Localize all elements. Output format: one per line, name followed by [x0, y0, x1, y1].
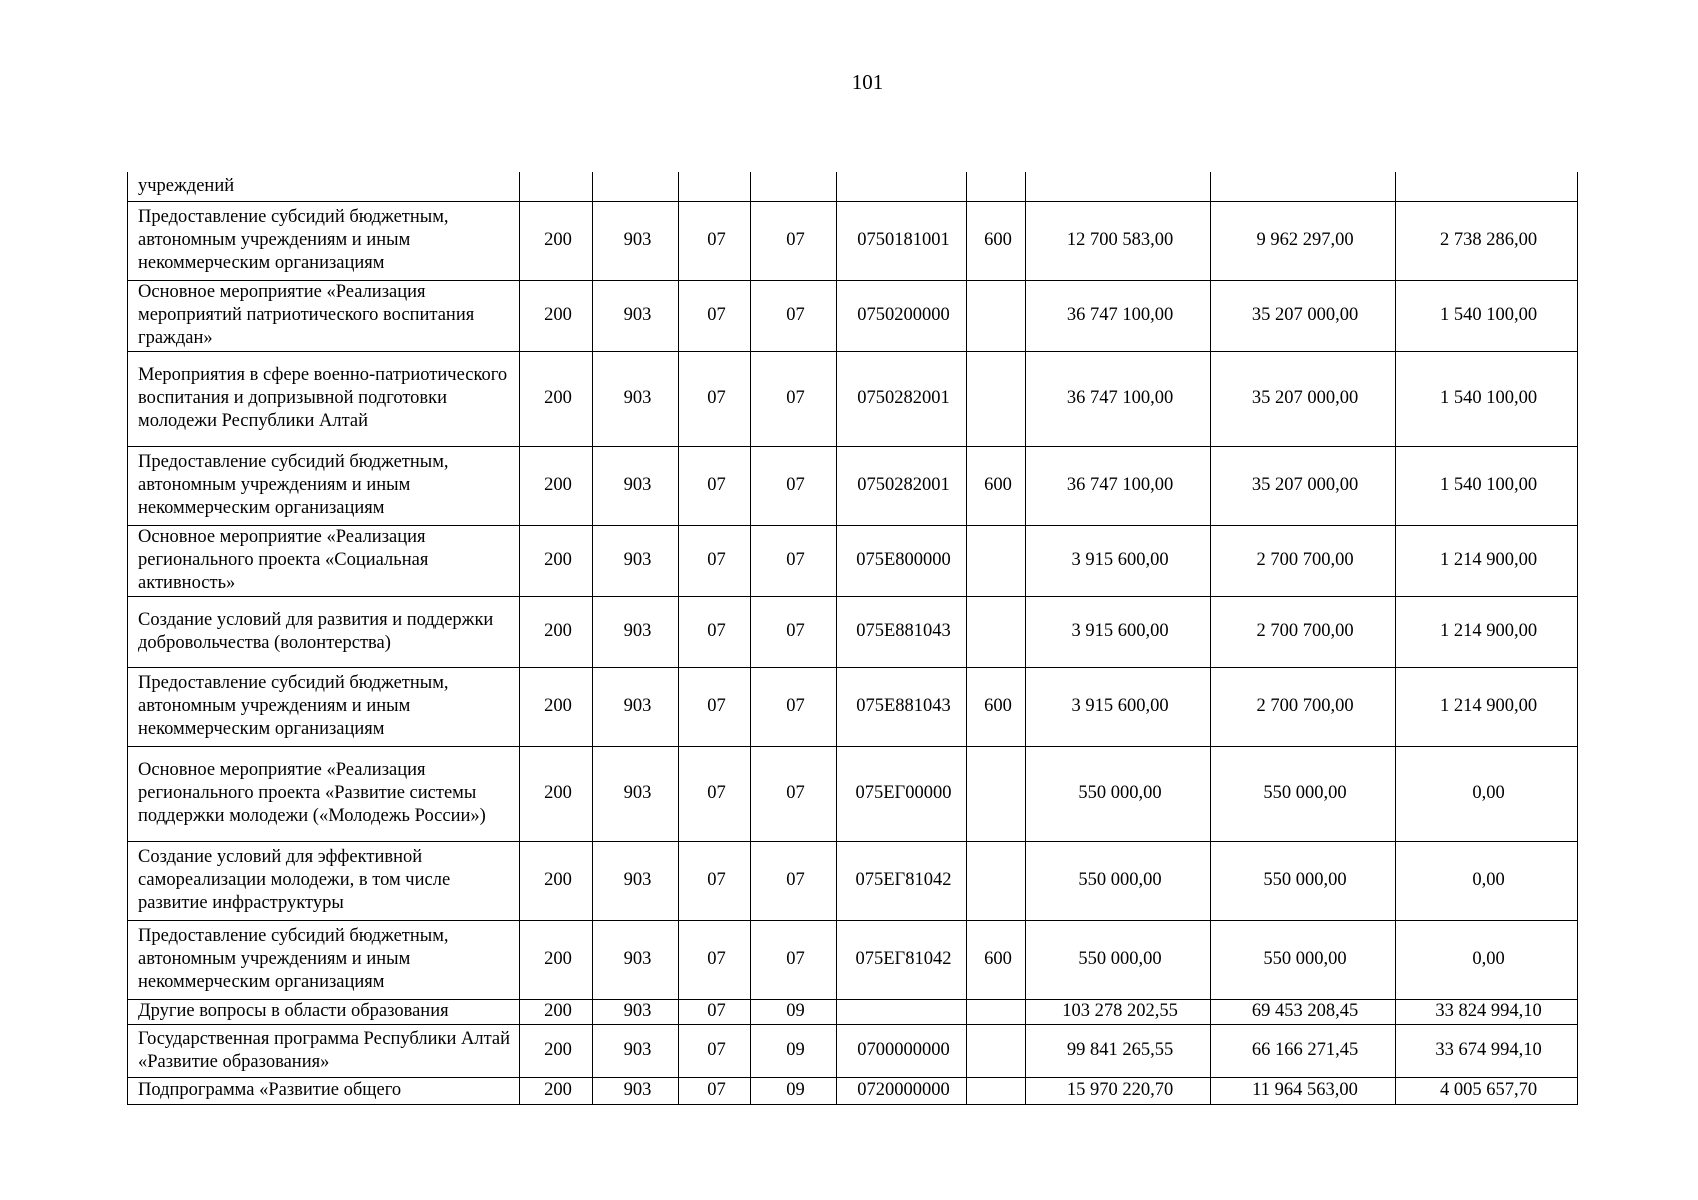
amount-republic-cell: 2 700 700,00	[1211, 525, 1396, 596]
table-row	[128, 351, 1578, 446]
row-name-cell: Предоставление субсидий бюджетным, автономным учреждениям и иным некоммерческим организациям	[128, 920, 520, 999]
expense-type-cell: 600	[967, 201, 1026, 280]
section-code-cell: 200	[520, 746, 593, 841]
ministry-code-cell: 903	[593, 280, 679, 351]
ministry-code-cell: 903	[593, 667, 679, 746]
expense-type-cell	[967, 841, 1026, 920]
division-code-cell: 07	[679, 999, 751, 1024]
division-code-cell: 07	[679, 446, 751, 525]
table-row	[128, 280, 1578, 351]
ministry-code-cell	[593, 172, 679, 201]
division-code-cell	[679, 172, 751, 201]
amount-federal-cell: 1 214 900,00	[1396, 596, 1578, 667]
row-name-cell: Государственная программа Республики Алтай «Развитие образования»	[128, 1024, 520, 1077]
amount-republic-cell: 9 962 297,00	[1211, 201, 1396, 280]
subdivision-code-cell: 07	[751, 201, 837, 280]
target-article-cell: 0750181001	[837, 201, 967, 280]
amount-total-cell: 99 841 265,55	[1026, 1024, 1211, 1077]
amount-republic-cell: 11 964 563,00	[1211, 1077, 1396, 1104]
target-article-cell: 0750200000	[837, 280, 967, 351]
expense-type-cell	[967, 999, 1026, 1024]
row-name-cell: Предоставление субсидий бюджетным, автономным учреждениям и иным некоммерческим организациям	[128, 201, 520, 280]
ministry-code-cell: 903	[593, 201, 679, 280]
amount-total-cell: 3 915 600,00	[1026, 667, 1211, 746]
division-code-cell: 07	[679, 841, 751, 920]
amount-federal-cell: 0,00	[1396, 746, 1578, 841]
division-code-cell: 07	[679, 280, 751, 351]
row-name-cell: Предоставление субсидий бюджетным, автономным учреждениям и иным некоммерческим организациям	[128, 446, 520, 525]
division-code-cell: 07	[679, 201, 751, 280]
section-code-cell: 200	[520, 1024, 593, 1077]
amount-federal-cell: 1 214 900,00	[1396, 667, 1578, 746]
ministry-code-cell: 903	[593, 351, 679, 446]
subdivision-code-cell	[751, 172, 837, 201]
amount-federal-cell: 1 214 900,00	[1396, 525, 1578, 596]
target-article-cell: 0750282001	[837, 446, 967, 525]
expense-type-cell	[967, 525, 1026, 596]
division-code-cell: 07	[679, 746, 751, 841]
amount-total-cell: 36 747 100,00	[1026, 446, 1211, 525]
row-name-cell: Другие вопросы в области образования	[128, 999, 520, 1024]
amount-total-cell	[1026, 172, 1211, 201]
amount-federal-cell: 0,00	[1396, 920, 1578, 999]
amount-federal-cell	[1396, 172, 1578, 201]
ministry-code-cell: 903	[593, 446, 679, 525]
section-code-cell: 200	[520, 280, 593, 351]
row-name-cell: Основное мероприятие «Реализация мероприятий патриотического воспитания граждан»	[128, 280, 520, 351]
table-row	[128, 667, 1578, 746]
amount-republic-cell: 69 453 208,45	[1211, 999, 1396, 1024]
section-code-cell: 200	[520, 446, 593, 525]
amount-federal-cell: 1 540 100,00	[1396, 446, 1578, 525]
ministry-code-cell: 903	[593, 1077, 679, 1104]
subdivision-code-cell: 07	[751, 667, 837, 746]
section-code-cell: 200	[520, 596, 593, 667]
section-code-cell: 200	[520, 525, 593, 596]
amount-total-cell: 550 000,00	[1026, 920, 1211, 999]
expense-type-cell	[967, 596, 1026, 667]
division-code-cell: 07	[679, 525, 751, 596]
row-name-cell: Создание условий для эффективной самореализации молодежи, в том числе развитие инфраструктуры	[128, 841, 520, 920]
subdivision-code-cell: 07	[751, 596, 837, 667]
ministry-code-cell: 903	[593, 1024, 679, 1077]
amount-federal-cell: 4 005 657,70	[1396, 1077, 1578, 1104]
target-article-cell: 075Е881043	[837, 596, 967, 667]
amount-federal-cell: 1 540 100,00	[1396, 351, 1578, 446]
section-code-cell: 200	[520, 841, 593, 920]
amount-total-cell: 550 000,00	[1026, 746, 1211, 841]
ministry-code-cell: 903	[593, 525, 679, 596]
division-code-cell: 07	[679, 351, 751, 446]
section-code-cell: 200	[520, 351, 593, 446]
row-name-cell: Основное мероприятие «Реализация регионального проекта «Развитие системы поддержки молодежи («Молодежь России»)	[128, 746, 520, 841]
expense-type-cell	[967, 280, 1026, 351]
target-article-cell: 075Е800000	[837, 525, 967, 596]
amount-republic-cell: 550 000,00	[1211, 746, 1396, 841]
table-row	[128, 920, 1578, 999]
division-code-cell: 07	[679, 1077, 751, 1104]
section-code-cell: 200	[520, 920, 593, 999]
table-row	[128, 201, 1578, 280]
table-row	[128, 446, 1578, 525]
amount-federal-cell: 33 674 994,10	[1396, 1024, 1578, 1077]
row-name-cell: Мероприятия в сфере военно-патриотического воспитания и допризывной подготовки молодежи Республики Алтай	[128, 351, 520, 446]
section-code-cell: 200	[520, 201, 593, 280]
target-article-cell: 075ЕГ81042	[837, 920, 967, 999]
ministry-code-cell: 903	[593, 746, 679, 841]
expense-type-cell: 600	[967, 667, 1026, 746]
target-article-cell: 075Е881043	[837, 667, 967, 746]
amount-republic-cell: 35 207 000,00	[1211, 446, 1396, 525]
row-name-cell: Основное мероприятие «Реализация регионального проекта «Социальная активность»	[128, 525, 520, 596]
row-name-cell: учреждений	[128, 172, 520, 201]
expense-type-cell	[967, 351, 1026, 446]
amount-republic-cell: 66 166 271,45	[1211, 1024, 1396, 1077]
subdivision-code-cell: 07	[751, 280, 837, 351]
expense-type-cell	[967, 1077, 1026, 1104]
division-code-cell: 07	[679, 920, 751, 999]
amount-total-cell: 103 278 202,55	[1026, 999, 1211, 1024]
section-code-cell: 200	[520, 667, 593, 746]
subdivision-code-cell: 09	[751, 999, 837, 1024]
amount-republic-cell: 35 207 000,00	[1211, 351, 1396, 446]
table-row	[128, 1024, 1578, 1077]
division-code-cell: 07	[679, 1024, 751, 1077]
table-row	[128, 841, 1578, 920]
subdivision-code-cell: 07	[751, 446, 837, 525]
subdivision-code-cell: 07	[751, 351, 837, 446]
subdivision-code-cell: 07	[751, 920, 837, 999]
ministry-code-cell: 903	[593, 999, 679, 1024]
row-name-cell: Подпрограмма «Развитие общего	[128, 1077, 520, 1104]
amount-total-cell: 36 747 100,00	[1026, 351, 1211, 446]
target-article-cell	[837, 172, 967, 201]
expense-type-cell: 600	[967, 920, 1026, 999]
division-code-cell: 07	[679, 667, 751, 746]
amount-federal-cell: 1 540 100,00	[1396, 280, 1578, 351]
target-article-cell: 0700000000	[837, 1024, 967, 1077]
table-row	[128, 525, 1578, 596]
amount-federal-cell: 33 824 994,10	[1396, 999, 1578, 1024]
amount-republic-cell: 550 000,00	[1211, 841, 1396, 920]
subdivision-code-cell: 09	[751, 1077, 837, 1104]
table-row	[128, 999, 1578, 1024]
expense-type-cell	[967, 1024, 1026, 1077]
table-row	[128, 746, 1578, 841]
ministry-code-cell: 903	[593, 920, 679, 999]
division-code-cell: 07	[679, 596, 751, 667]
section-code-cell	[520, 172, 593, 201]
target-article-cell: 0750282001	[837, 351, 967, 446]
amount-republic-cell: 550 000,00	[1211, 920, 1396, 999]
amount-republic-cell: 35 207 000,00	[1211, 280, 1396, 351]
section-code-cell: 200	[520, 999, 593, 1024]
subdivision-code-cell: 09	[751, 1024, 837, 1077]
amount-total-cell: 3 915 600,00	[1026, 525, 1211, 596]
row-name-cell: Предоставление субсидий бюджетным, автономным учреждениям и иным некоммерческим организациям	[128, 667, 520, 746]
target-article-cell: 075ЕГ00000	[837, 746, 967, 841]
ministry-code-cell: 903	[593, 841, 679, 920]
table-row	[128, 1077, 1578, 1104]
expense-type-cell	[967, 172, 1026, 201]
amount-federal-cell: 0,00	[1396, 841, 1578, 920]
row-name-cell: Создание условий для развития и поддержки добровольчества (волонтерства)	[128, 596, 520, 667]
subdivision-code-cell: 07	[751, 746, 837, 841]
table-row	[128, 596, 1578, 667]
target-article-cell: 075ЕГ81042	[837, 841, 967, 920]
section-code-cell: 200	[520, 1077, 593, 1104]
amount-republic-cell: 2 700 700,00	[1211, 596, 1396, 667]
amount-republic-cell: 2 700 700,00	[1211, 667, 1396, 746]
amount-republic-cell	[1211, 172, 1396, 201]
budget-table	[127, 172, 1578, 1105]
expense-type-cell	[967, 746, 1026, 841]
amount-total-cell: 36 747 100,00	[1026, 280, 1211, 351]
amount-total-cell: 3 915 600,00	[1026, 596, 1211, 667]
amount-total-cell: 550 000,00	[1026, 841, 1211, 920]
ministry-code-cell: 903	[593, 596, 679, 667]
amount-federal-cell: 2 738 286,00	[1396, 201, 1578, 280]
expense-type-cell: 600	[967, 446, 1026, 525]
amount-total-cell: 12 700 583,00	[1026, 201, 1211, 280]
page-number: 101	[851, 70, 884, 94]
table-row	[128, 172, 1578, 201]
subdivision-code-cell: 07	[751, 525, 837, 596]
subdivision-code-cell: 07	[751, 841, 837, 920]
target-article-cell: 0720000000	[837, 1077, 967, 1104]
target-article-cell	[837, 999, 967, 1024]
amount-total-cell: 15 970 220,70	[1026, 1077, 1211, 1104]
